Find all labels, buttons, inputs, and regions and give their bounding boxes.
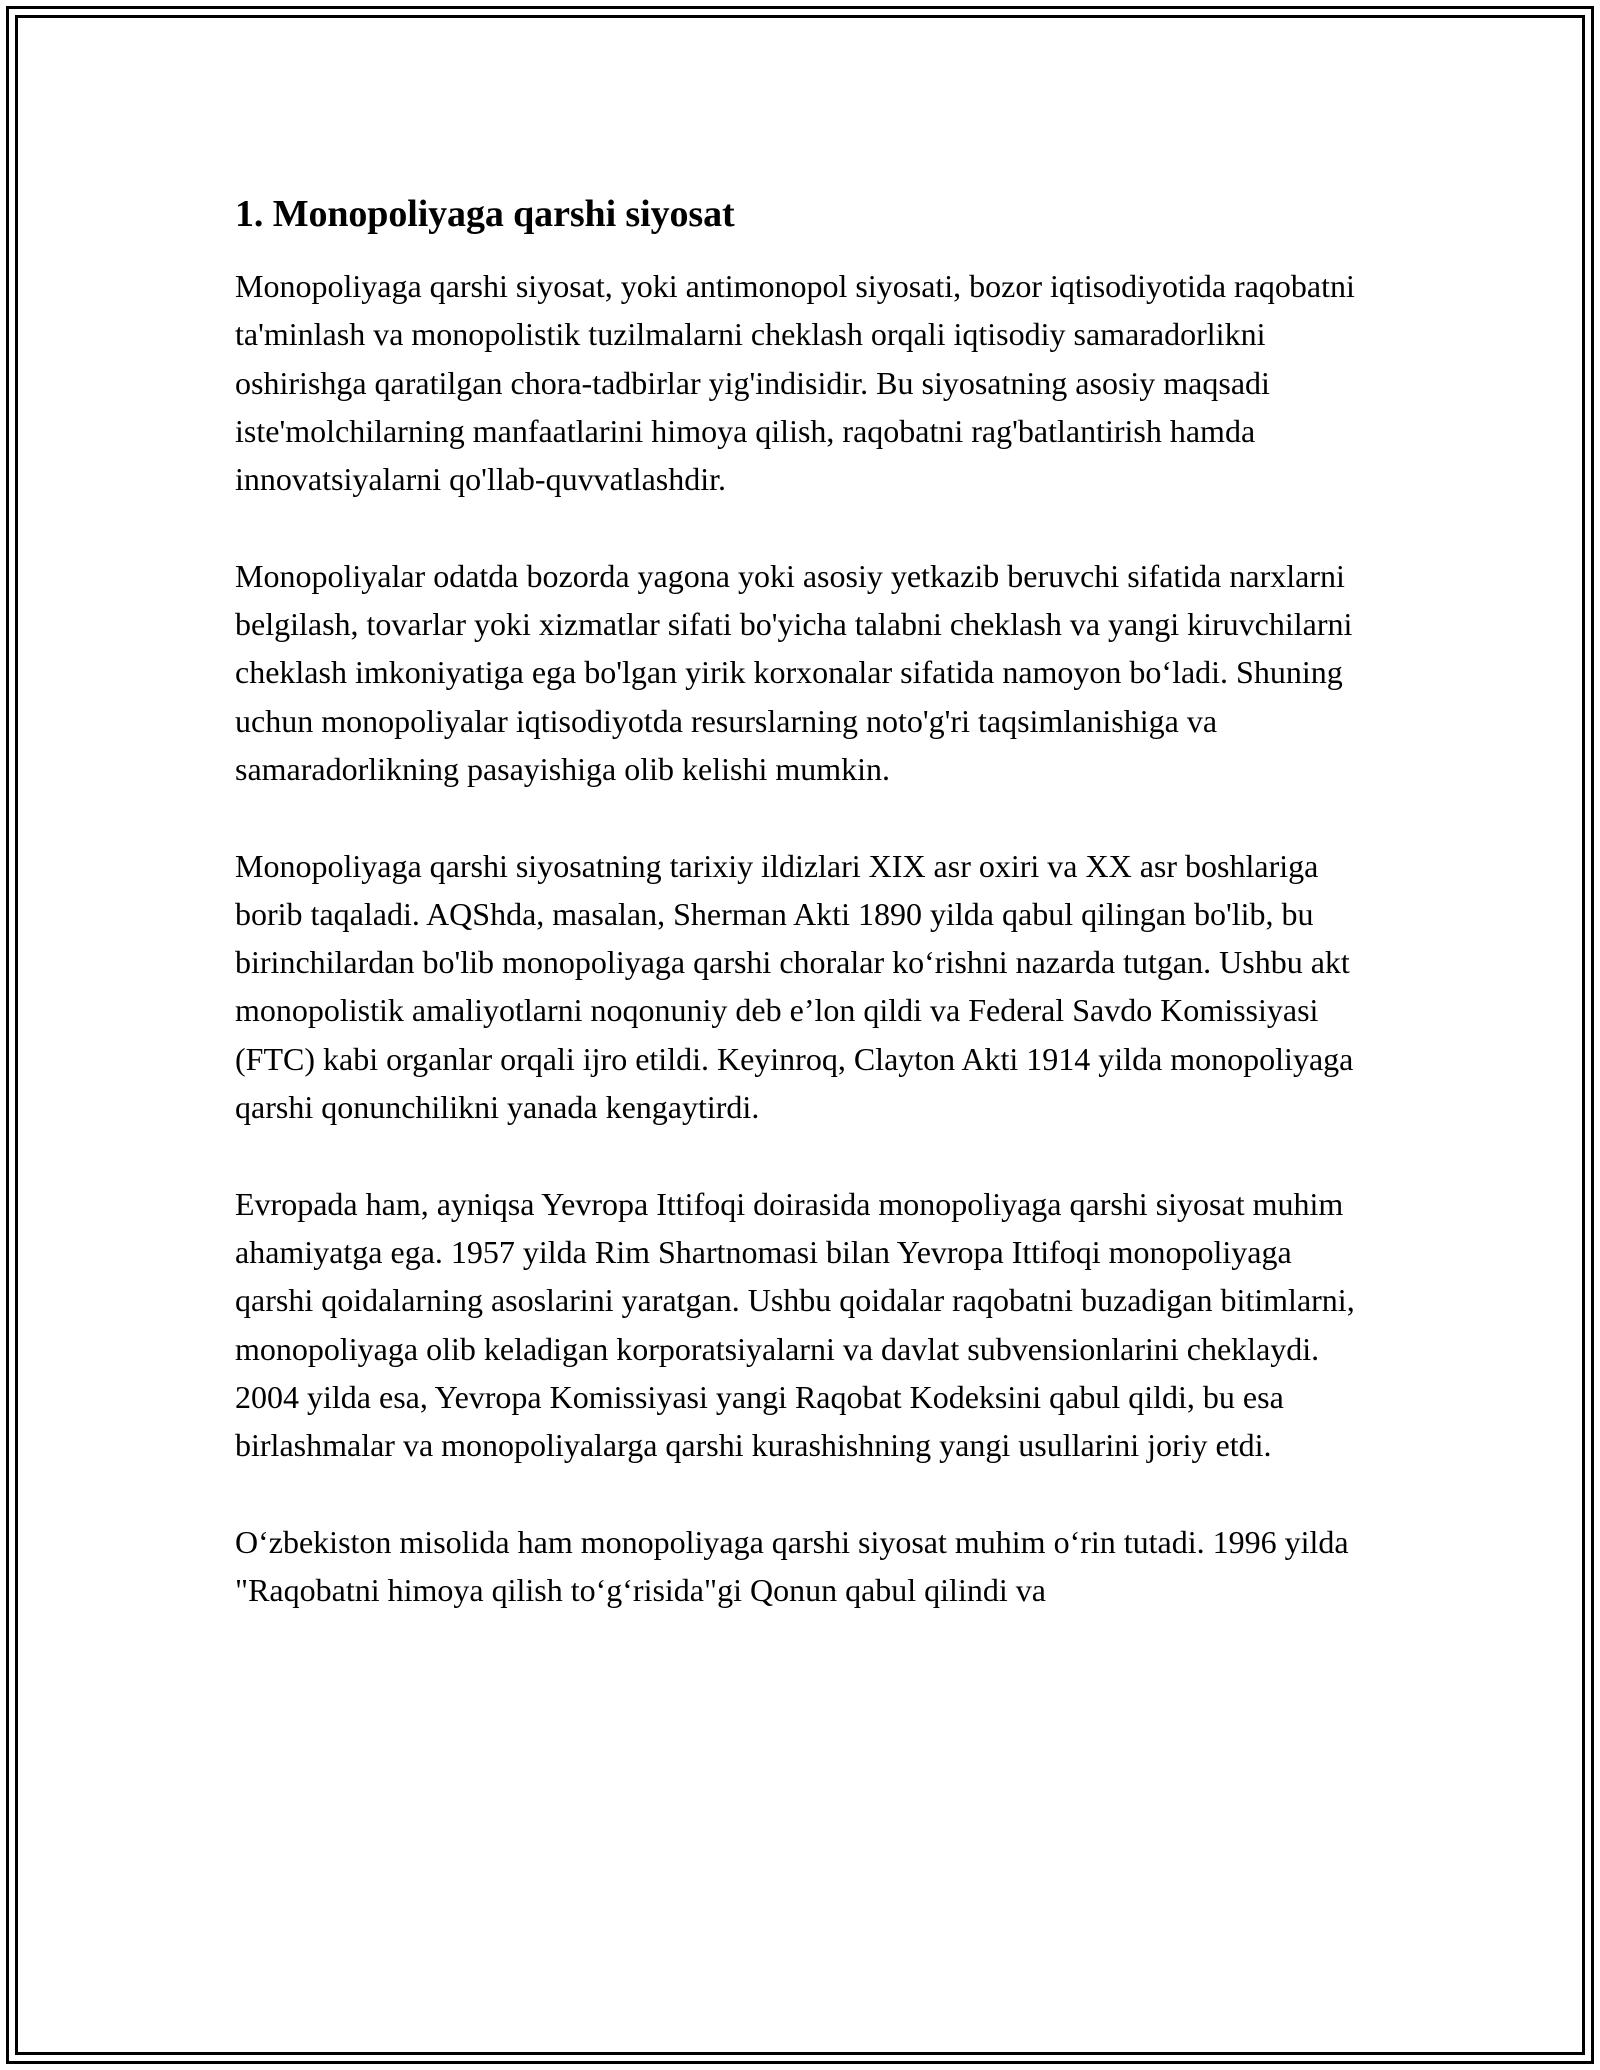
paragraph-3: Monopoliyaga qarshi siyosatning tarixiy ildizlari XIX asr oxiri va XX asr boshlariga borib taqaladi. AQShda, masalan, Sherman Akti 1890 yilda qabul qilingan bo'lib, bu birinchilardan bo'lib monopoliyaga qarshi choralar ko‘rishni nazarda tutgan. Ushbu akt monopolistik amaliyotlarni noqonuniy deb e’lon qildi va Federal Savdo Komissiyasi (FTC) kabi organlar orqali ijro etildi. Keyinroq, Clayton Akti 1914 yilda monopoliyaga qarshi qonunchilikni yanada kengaytirdi. bbox=[235, 847, 1354, 1126]
paragraph-5: O‘zbekiston misolida ham monopoliyaga qarshi siyosat muhim o‘rin tutadi. 1996 yilda "Raqobatni himoya qilish to‘g‘risida"gi Qonun qabul qilindi va bbox=[235, 1523, 1349, 1609]
paragraph-4: Evropada ham, ayniqsa Yevropa Ittifoqi doirasida monopoliyaga qarshi siyosat muhim ahamiyatga ega. 1957 yilda Rim Shartnomasi bilan Yevropa Ittifoqi monopoliyaga qarshi qoidalarning asoslarini yaratgan. Ushbu qoidalar raqobatni buzadigan bitimlarni, monopoliyaga olib keladigan korporatsiyalarni va davlat subvensionlarini cheklaydi. 2004 yilda esa, Yevropa Komissiyasi yangi Raqobat Kodeksini qabul qildi, bu esa birlashmalar va monopoliyalarga qarshi kurashishning yangi usullarini joriy etdi. bbox=[235, 1185, 1355, 1464]
document-body bbox=[235, 186, 1375, 1614]
paragraph-1: Monopoliyaga qarshi siyosat, yoki antimonopol siyosati, bozor iqtisodiyotida raqobatni ta'minlash va monopolistik tuzilmalarni cheklash orqali iqtisodiy samaradorlikni oshirishga qaratilgan chora-tadbirlar yig'indisidir. Bu siyosatning asosiy maqsadi iste'molchilarning manfaatlarini himoya qilish, raqobatni rag'batlantirish hamda innovatsiyalarni qo'llab-quvvatlashdir. bbox=[235, 268, 1355, 498]
paragraph-2: Monopoliyalar odatda bozorda yagona yoki asosiy yetkazib beruvchi sifatida narxlarni belgilash, tovarlar yoki xizmatlar sifati bo'yicha talabni cheklash va yangi kiruvchilarni cheklash imkoniyatiga ega bo'lgan yirik korxonalar sifatida namoyon bo‘ladi. Shuning uchun monopoliyalar iqtisodiyotda resurslarning noto'g'ri taqsimlanishiga va samaradorlikning pasayishiga olib kelishi mumkin. bbox=[235, 557, 1353, 787]
section-heading: 1. Monopoliyaga qarshi siyosat bbox=[235, 193, 735, 235]
